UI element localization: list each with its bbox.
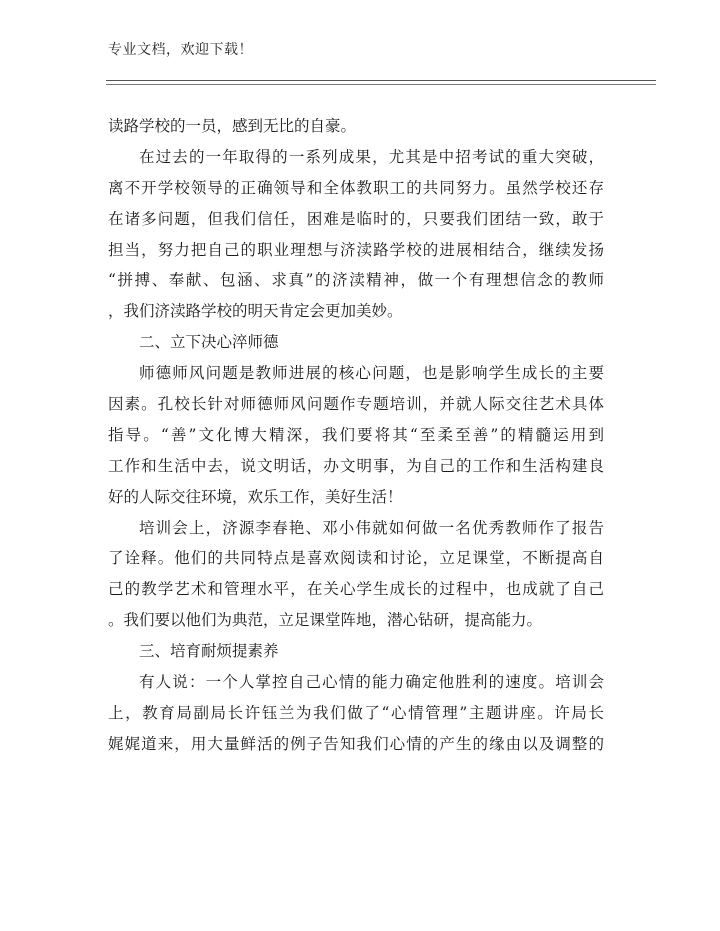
paragraph-line: 指导。“善”文化博大精深，我们要将其“至柔至善”的精髓运用到 — [108, 425, 604, 444]
paragraph-line: 。我们要以他们为典范，立足课堂阵地，潜心钻研，提高能力。 — [108, 611, 543, 630]
paragraph-line: 在过去的一年取得的一系列成果，尤其是中招考试的重大突破， — [139, 147, 604, 166]
paragraph-line: 了诠释。他们的共同特点是喜欢阅读和讨论，立足课堂，不断提高自 — [108, 549, 604, 568]
paragraph-line: 有人说：一个人掌控自己心情的能力确定他胜利的速度。培训会 — [139, 673, 604, 692]
paragraph-line: 在诸多问题，但我们信任，困难是临时的，只要我们团结一致，敢于 — [108, 209, 604, 228]
paragraph-line: 己的教学艺术和管理水平，在关心学生成长的过程中，也成就了自己 — [108, 580, 604, 599]
header-divider-thin — [106, 84, 656, 85]
paragraph-line: 娓娓道来，用大量鲜活的例子告知我们心情的产生的缘由以及调整的 — [108, 734, 604, 753]
paragraph-line: 好的人际交往环境，欢乐工作，美好生活！ — [108, 487, 403, 506]
paragraph-line: “拼搏、奉献、包涵、求真”的济渎精神，做一个有理想信念的教师 — [108, 271, 604, 290]
paragraph-line: 师德师风问题是教师进展的核心问题，也是影响学生成长的主要 — [139, 364, 604, 383]
header-divider-thick — [106, 80, 656, 81]
section-heading: 三、培育耐烦提素养 — [139, 642, 279, 661]
paragraph-line: 离不开学校领导的正确领导和全体教职工的共同努力。虽然学校还存 — [108, 178, 604, 197]
paragraph-line: ，我们济渎路学校的明天肯定会更加美妙。 — [108, 302, 403, 321]
paragraph-line: 工作和生活中去，说文明话，办文明事，为自己的工作和生活构建良 — [108, 456, 604, 475]
paragraph-line: 担当，努力把自己的职业理想与济渎路学校的进展相结合，继续发扬 — [108, 240, 604, 259]
paragraph-line: 培训会上，济源李春艳、邓小伟就如何做一名优秀教师作了报告 — [139, 518, 604, 537]
paragraph-line: 上，教育局副局长许钰兰为我们做了“心情管理”主题讲座。许局长 — [108, 703, 604, 722]
document-body — [108, 111, 604, 760]
page-header-text: 专业文档，欢迎下载！ — [108, 42, 253, 58]
paragraph-line: 读路学校的一员，感到无比的自豪。 — [108, 117, 357, 135]
section-heading: 二、立下决心淬师德 — [139, 333, 279, 352]
paragraph-line: 因素。孔校长针对师德师风问题作专题培训，并就人际交往艺术具体 — [108, 395, 604, 414]
